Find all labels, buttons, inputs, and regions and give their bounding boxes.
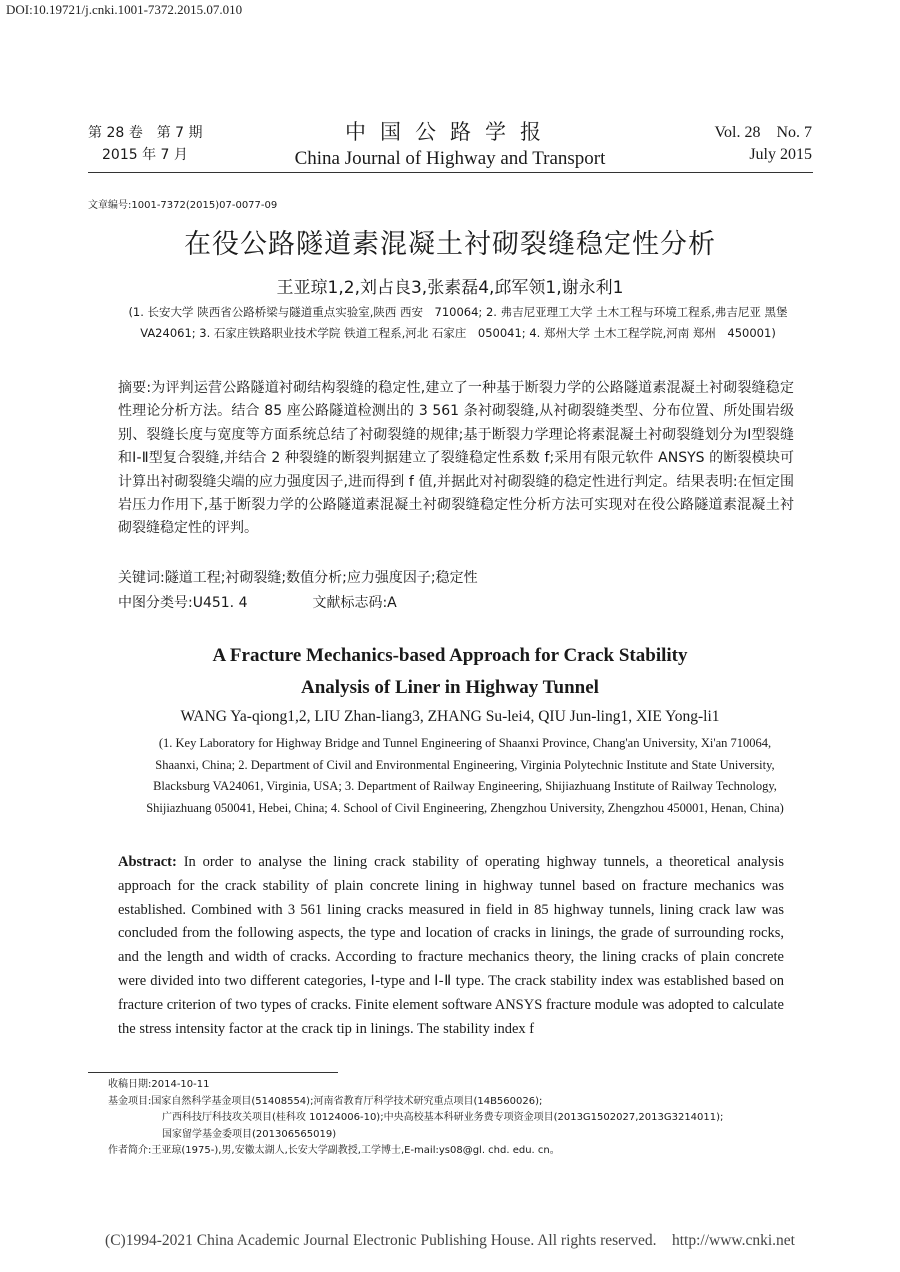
header-divider [88,172,813,173]
abstract-cn: 摘要:为评判运营公路隧道衬砌结构裂缝的稳定性,建立了一种基于断裂力学的公路隧道素混凝土衬砌裂缝稳定性理论分析方法。结合 85 座公路隧道检测出的 3 561 条衬砌裂缝,从衬砌裂缝类型、分布位置、所处围岩级别、裂缝长度与宽度等方面系统总结了衬砌裂缝的规律;基于断裂力学理论将素混凝土衬砌裂缝划分为Ⅰ型裂缝和Ⅰ-Ⅱ型复合裂缝,并结合 2 种裂缝的断裂判据建立了裂缝稳定性系数 f;采用有限元软件 ANSYS 的断裂模块可计算出衬砌裂缝尖端的应力强度因子,进而得到 f 值,并据此对衬砌裂缝的稳定性进行判定。结果表明:在恒定围岩压力作用下,基于断裂力学的公路隧道素混凝土衬砌裂缝稳定性分析方法可实现对在役公路隧道素混凝土衬砌裂缝稳定性的评判。 [118,380,794,537]
paper-title-en [0,640,900,704]
title-en-line-2: Analysis of Liner in Highway Tunnel [301,677,599,698]
abstract-en [118,851,784,1041]
date-cn: 2015 年 7 月 [102,147,188,163]
document-code: 文献标志码:A [312,595,397,611]
keywords-cn: 关键词:隧道工程;衬砌裂缝;数值分析;应力强度因子;稳定性 [118,570,478,586]
journal-name-cn: 中国公路学报 [345,120,555,144]
clc-number: 中图分类号:U451. 4 [118,595,248,611]
journal-name-en: China Journal of Highway and Transport [294,148,606,169]
volume-cn: 第 28 卷 第 7 期 [88,125,203,141]
abstract-en-text: In order to analyse the lining crack stability of operating highway tunnels, a theoretical analysis approach for the crack stability of plain concrete lining in highway tunnel based on fracture mechanics was established. Combined with 3 561 lining cracks measured in field in 85 highway tunnels, lining crack law was concluded from the following aspects, the type and location of cracks in linings, the grade of surrounding rocks, and the length and width of cracks. According to fracture mechanics theory, the lining cracks of plain concrete were divided into two different categories, Ⅰ-type and Ⅰ-Ⅱ type. The crack stability index was established based on fracture criterion of two types of cracks. Finite element software ANSYS fracture module was adopted to calculate the stress intensity factor at the crack tip in linings. The stability index f [118,854,784,1037]
copyright-notice: (C)1994-2021 China Academic Journal Electronic Publishing House. All rights reserved. http://www.cnki.net [105,1232,795,1249]
date-en: July 2015 [749,146,812,163]
doi-text: DOI:10.19721/j.cnki.1001-7372.2015.07.010 [6,2,243,17]
abstract-en-label: Abstract: [118,854,177,870]
author-bio: 作者简介:王亚琼(1975-),男,安徽太湖人,长安大学副教授,工学博士,E-mail:ys08@gl. chd. edu. cn。 [108,1145,560,1156]
fund-line-3: 国家留学基金委项目(201306565019) [162,1128,337,1140]
classification-cn [118,592,397,612]
received-date: 收稿日期:2014-10-11 [108,1079,210,1090]
fund-line-2: 广西科技厅科技攻关项目(桂科攻 10124006-10);中央高校基本科研业务费专项资金项目(2013G1502027,2013G3214011); [162,1112,724,1123]
issue-info-en [715,122,813,166]
authors-en: WANG Ya-qiong1,2, LIU Zhan-liang3, ZHANG Su-lei4, QIU Jun-ling1, XIE Yong-li1 [180,708,720,725]
footnotes [108,1077,828,1160]
affiliations-cn: (1. 长安大学 陕西省公路桥梁与隧道重点实验室,陕西 西安 710064; 2. 弗吉尼亚理工大学 土木工程与环境工程系,弗吉尼亚 黑堡 VA24061; 3. 石家庄铁路职业技术学院 铁道工程系,河北 石家庄 050041; 4. 郑州大学 土木工程学院,河南 郑州 450001) [128,305,800,340]
fund-line-1: 基金项目:国家自然科学基金项目(51408554);河南省教育厅科学技术研究重点项目(14B560026); [108,1095,543,1107]
paper-title-cn: 在役公路隧道素混凝土衬砌裂缝稳定性分析 [184,229,716,260]
authors-cn: 王亚琼1,2,刘占良3,张素磊4,邱军领1,谢永利1 [276,278,624,298]
volume-en: Vol. 28 No. 7 [714,124,812,141]
article-number: 文章编号:1001-7372(2015)07-0077-09 [88,200,278,211]
title-en-line-1: A Fracture Mechanics-based Approach for Crack Stability [212,645,688,666]
affiliations-en: (1. Key Laboratory for Highway Bridge and Tunnel Engineering of Shaanxi Province, Chang'an University, Xi'an 710064, Shaanxi, China; 2. Department of Civil and Environmental Engineering, Virginia Polytechnic Institute and State University, Blacksburg VA24061, Virginia, USA; 3. Department of Railway Engineering, Shijiazhuang Institute of Railway Technology, Shijiazhuang 050041, Hebei, China; 4. School of Civil Engineering, Zhengzhou University, Zhengzhou 450001, Henan, China) [146,736,784,815]
footnote-divider [88,1072,338,1073]
